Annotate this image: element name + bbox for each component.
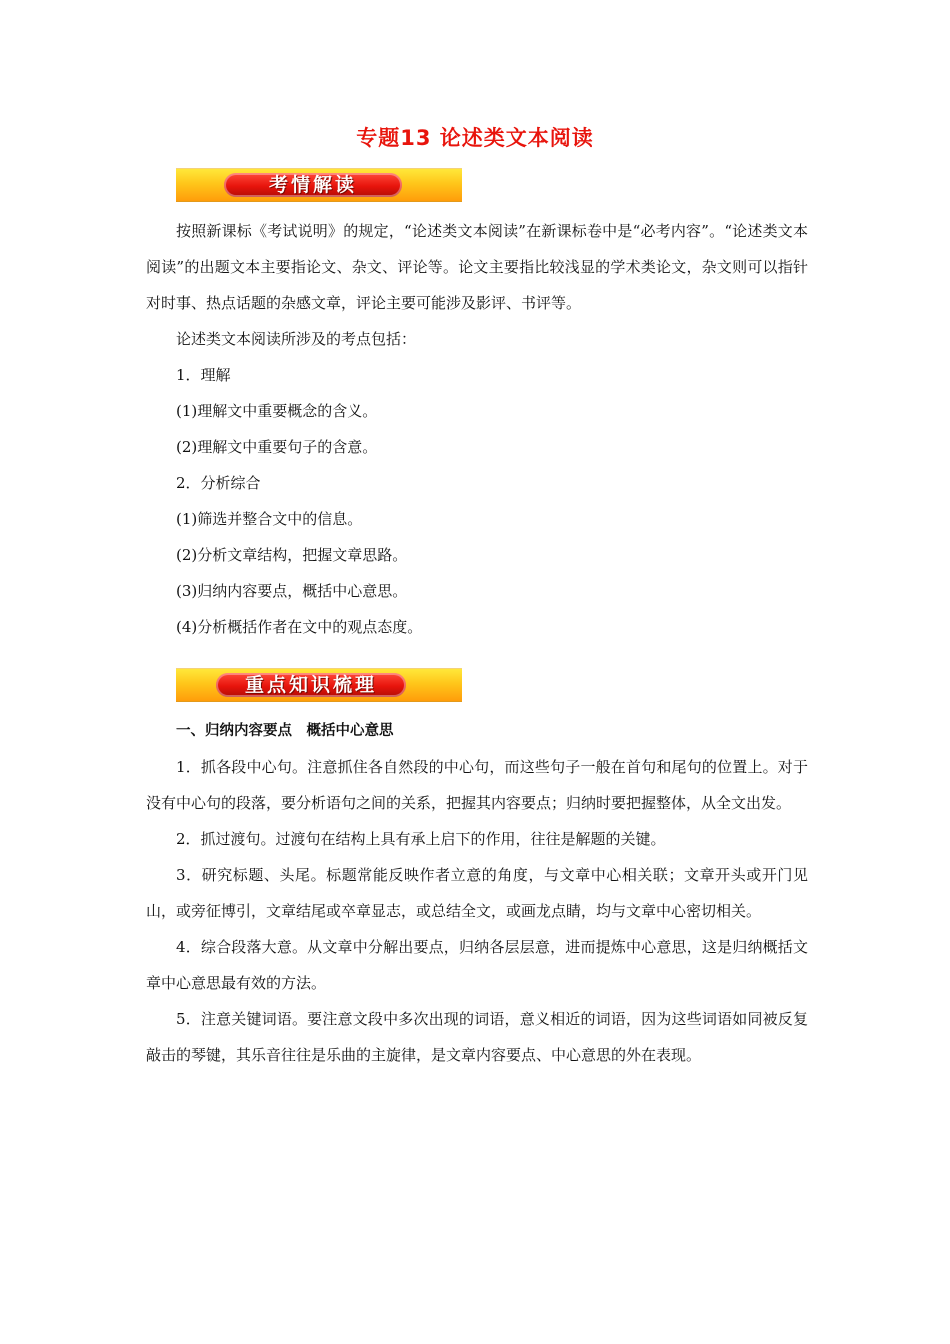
banner-badge bbox=[216, 673, 406, 697]
page-title: 专题13 论述类文本阅读 bbox=[356, 126, 594, 150]
list-item: 1．理解 bbox=[176, 366, 231, 384]
exam-analysis-section bbox=[146, 213, 808, 645]
list-item: 2．分析综合 bbox=[176, 474, 261, 492]
banner-label: 重点知识梳理 bbox=[244, 674, 377, 696]
list-item: (1)理解文中重要概念的含义。 bbox=[176, 402, 378, 420]
scope-paragraph: 论述类文本阅读所涉及的考点包括： bbox=[176, 330, 417, 348]
body-paragraph: 2．抓过渡句。过渡句在结构上具有承上启下的作用，往往是解题的关键。 bbox=[176, 830, 666, 848]
list-item: (4)分析概括作者在文中的观点态度。 bbox=[176, 618, 423, 636]
banner-badge bbox=[224, 173, 402, 197]
intro-paragraph: 按照新课标《考试说明》的规定，“论述类文本阅读”在新课标卷中是“必考内容”。“论述类文本阅读”的出题文本主要指论文、杂文、评论等。论文主要指比较浅显的学术类论文，杂文则可以指针对时事、热点话题的杂感文章，评论主要可能涉及影评、书评等。 bbox=[146, 222, 808, 312]
banner-label: 考情解读 bbox=[268, 174, 357, 196]
list-item: (2)理解文中重要句子的含意。 bbox=[176, 438, 378, 456]
list-item: (2)分析文章结构，把握文章思路。 bbox=[176, 546, 408, 564]
body-paragraph: 3．研究标题、头尾。标题常能反映作者立意的角度，与文章中心相关联；文章开头或开门见山，或旁征博引，文章结尾或卒章显志，或总结全文，或画龙点睛，均与文章中心密切相关。 bbox=[146, 866, 808, 920]
list-item: (1)筛选并整合文中的信息。 bbox=[176, 510, 363, 528]
body-paragraph: 1．抓各段中心句。注意抓住各自然段的中心句，而这些句子一般在首句和尾句的位置上。对于没有中心句的段落，要分析语句之间的关系，把握其内容要点；归纳时要把握整体，从全文出发。 bbox=[146, 758, 808, 812]
exam-analysis-banner bbox=[176, 168, 462, 202]
key-knowledge-banner bbox=[176, 668, 462, 702]
body-paragraph: 5．注意关键词语。要注意文段中多次出现的词语，意义相近的词语，因为这些词语如同被反复敲击的琴键，其乐音往往是乐曲的主旋律，是文章内容要点、中心意思的外在表现。 bbox=[146, 1010, 808, 1064]
list-item: (3)归纳内容要点，概括中心意思。 bbox=[176, 582, 408, 600]
section-heading: 一、归纳内容要点 概括中心意思 bbox=[176, 723, 394, 739]
body-paragraph: 4．综合段落大意。从文章中分解出要点，归纳各层层意，进而提炼中心意思，这是归纳概括文章中心意思最有效的方法。 bbox=[146, 938, 808, 992]
key-knowledge-section bbox=[146, 713, 808, 1073]
